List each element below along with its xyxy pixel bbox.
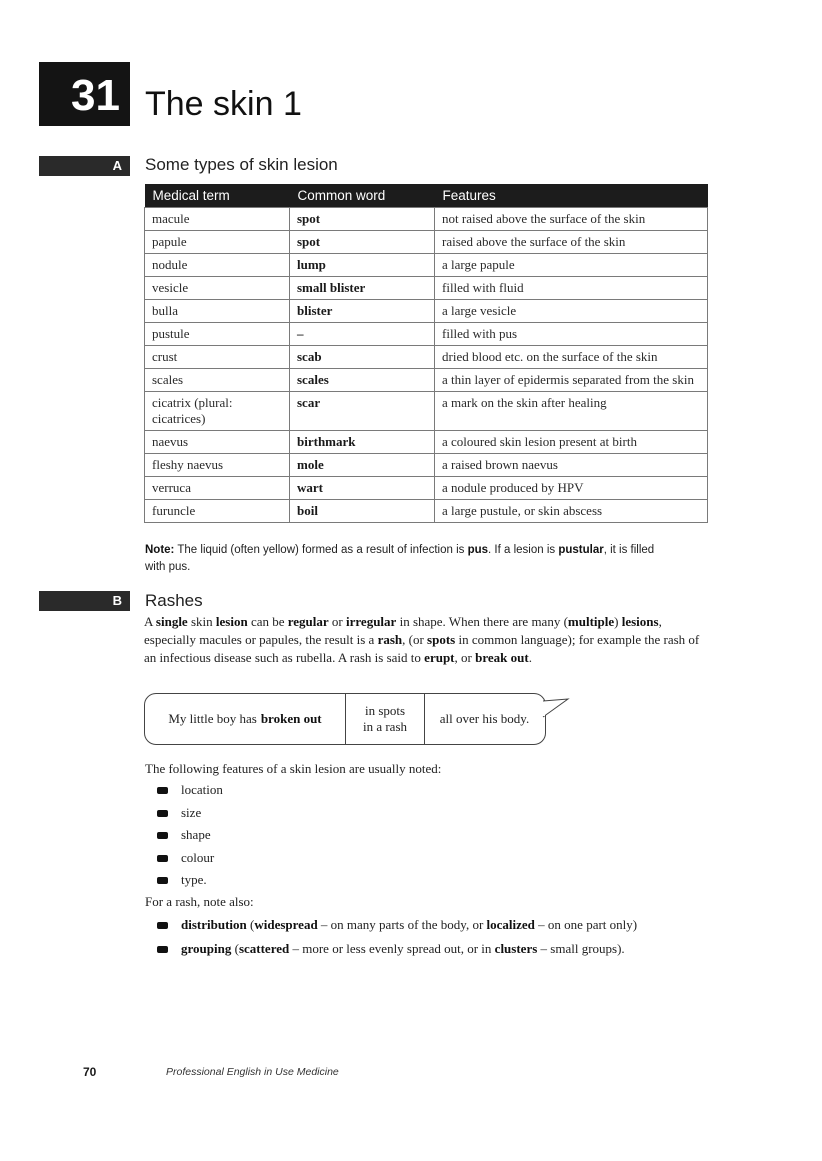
rash-intro: For a rash, note also: [145,894,254,909]
bubble-options [345,694,425,744]
medical-term-cell: scales [145,369,290,392]
table-row [145,346,708,369]
section-b-bar [39,591,130,611]
features-cell: filled with fluid [435,277,708,300]
bubble-lead-bold: broken out [260,711,322,726]
page-title: The skin 1 [145,85,302,123]
medical-term-cell: furuncle [145,500,290,523]
common-word-cell: spot [290,208,435,231]
section-a-bar [39,156,130,176]
para-text: , or [454,650,476,665]
para-term: single [155,614,188,629]
medical-term-cell: vesicle [145,277,290,300]
text: – on one part only) [534,917,638,932]
features-intro: The following features of a skin lesion are usually noted: [145,761,442,776]
text: ( [231,941,239,956]
para-term: lesions [621,614,659,629]
bubble-option-rash: in a rash [362,719,408,734]
text: ( [246,917,255,932]
header-features: Features [435,184,708,208]
medical-term-cell: naevus [145,431,290,454]
features-cell: a large vesicle [435,300,708,323]
medical-term-cell: cicatrix (plural: cicatrices) [145,392,290,431]
list-item-distribution [145,913,705,937]
common-word-cell: lump [290,254,435,277]
term: grouping [181,941,232,956]
bubble-option-spots: in spots [364,703,406,718]
text: – more or less evenly spread out, or in [289,941,495,956]
table-row [145,277,708,300]
table-row [145,500,708,523]
features-cell: filled with pus [435,323,708,346]
note-term-pustular: pustular [558,544,604,556]
note-text-3: , it is filled with pus. [145,544,655,573]
para-text: . [528,650,532,665]
medical-term-cell: crust [145,346,290,369]
table-row [145,208,708,231]
bubble-lead [145,694,345,744]
unit-number: 31 [71,71,120,120]
para-text: skin [187,614,216,629]
table-row [145,323,708,346]
header-common-word: Common word [290,184,435,208]
para-text: in common language); for example the rash of an infectious disease such as rubella. A rash is said to [144,632,700,665]
book-title: Professional English in Use Medicine [166,1066,339,1078]
medical-term-cell: bulla [145,300,290,323]
common-word-cell: boil [290,500,435,523]
lesion-table [144,184,708,523]
term: scattered [238,941,290,956]
table-row [145,254,708,277]
speech-bubble-tail [540,697,570,721]
note-text-1: The liquid (often yellow) formed as a result of infection is [174,544,468,556]
para-text: in shape. When there are many ( [396,614,568,629]
term: distribution [181,917,247,932]
section-b-letter: B [112,593,122,608]
medical-term-cell: pustule [145,323,290,346]
note-paragraph [145,542,675,576]
list-item: type. [145,869,223,892]
medical-term-cell: papule [145,231,290,254]
features-cell: a raised brown naevus [435,454,708,477]
common-word-cell: birthmark [290,431,435,454]
para-text: A [144,614,156,629]
unit-number-box [39,62,130,126]
features-cell: not raised above the surface of the skin [435,208,708,231]
common-word-cell: scales [290,369,435,392]
common-word-cell: wart [290,477,435,500]
page-number: 70 [83,1065,97,1079]
text: – small groups). [537,941,625,956]
note-text-2: . If a lesion is [488,544,559,556]
table-row [145,454,708,477]
para-term: regular [287,614,329,629]
para-text: or [328,614,347,629]
table-row [145,231,708,254]
features-cell: a nodule produced by HPV [435,477,708,500]
common-word-cell: scab [290,346,435,369]
para-term: erupt [424,650,455,665]
note-label: Note: [145,544,175,556]
term: clusters [494,941,538,956]
bubble-end-text: all over his body. [439,711,530,726]
features-cell: a large pustule, or skin abscess [435,500,708,523]
table-row [145,392,708,431]
bubble-lead-text: My little boy has [168,711,257,726]
features-cell: a large papule [435,254,708,277]
common-word-cell: – [290,323,435,346]
para-term: spots [427,632,456,647]
features-cell: a mark on the skin after healing [435,392,708,431]
note-term-pus: pus [467,544,489,556]
features-cell: a coloured skin lesion present at birth [435,431,708,454]
para-term: multiple [567,614,615,629]
para-term: rash [377,632,403,647]
table-row [145,369,708,392]
medical-term-cell: fleshy naevus [145,454,290,477]
term: localized [486,917,535,932]
para-term: irregular [346,614,397,629]
para-text: ) [614,614,622,629]
section-b-heading: Rashes [145,591,203,610]
common-word-cell: scar [290,392,435,431]
list-item: shape [145,824,223,847]
para-text: , especially macules or papules, the result is a [144,614,662,647]
text: – on many parts of the body, or [317,917,487,932]
common-word-cell: blister [290,300,435,323]
para-term: break out [475,650,529,665]
list-item-grouping [145,937,705,961]
common-word-cell: spot [290,231,435,254]
list-item: size [145,802,223,825]
term: widespread [254,917,318,932]
para-text: , (or [402,632,428,647]
medical-term-cell: macule [145,208,290,231]
para-term: lesion [215,614,248,629]
features-cell: raised above the surface of the skin [435,231,708,254]
features-list [145,779,223,892]
common-word-cell: small blister [290,277,435,300]
features-cell: dried blood etc. on the surface of the skin [435,346,708,369]
features-cell: a thin layer of epidermis separated from the skin [435,369,708,392]
table-row [145,300,708,323]
medical-term-cell: verruca [145,477,290,500]
list-item: colour [145,847,223,870]
table-row [145,431,708,454]
list-item: location [145,779,223,802]
table-row [145,477,708,500]
medical-term-cell: nodule [145,254,290,277]
para-text: can be [247,614,288,629]
rashes-paragraph [144,613,704,667]
section-a-heading: Some types of skin lesion [145,155,338,174]
bubble-end [424,694,545,744]
table-header-row [145,184,708,208]
rash-list [145,913,705,961]
speech-bubble [144,693,546,745]
header-medical-term: Medical term [145,184,290,208]
common-word-cell: mole [290,454,435,477]
section-a-letter: A [112,158,122,173]
